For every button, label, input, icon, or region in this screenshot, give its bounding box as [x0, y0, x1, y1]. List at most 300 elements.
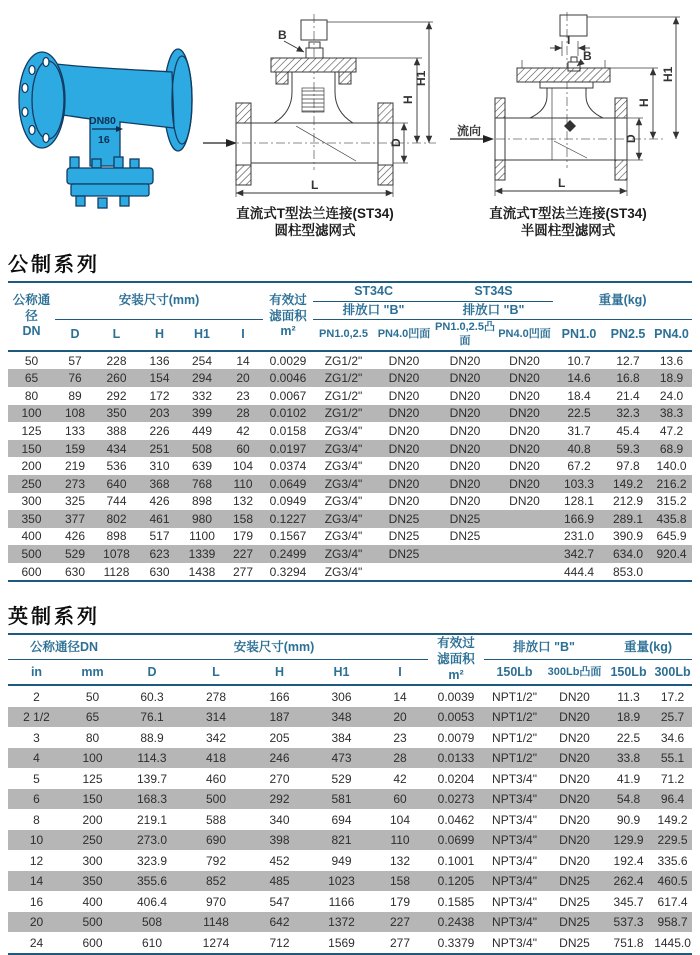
table-row	[8, 850, 692, 871]
table-cell: 20	[29, 915, 44, 930]
table-cell: DN20	[388, 406, 420, 421]
table-cell: 200	[82, 812, 103, 827]
table-cell: 203	[149, 406, 170, 421]
table-cell: 949	[331, 853, 352, 868]
col-header-weight: 重量(kg)	[604, 634, 692, 659]
table-cell: 172	[149, 388, 170, 403]
table-cell: 435.8	[656, 511, 687, 526]
table-cell	[496, 563, 553, 582]
table-cell: 110	[390, 833, 410, 848]
table-cell: 4	[33, 751, 40, 766]
table-cell: 205	[269, 730, 290, 745]
table-cell: 802	[106, 511, 127, 526]
table-cell: 289.1	[613, 511, 644, 526]
col-header-area: 有效过 滤面积 m²	[269, 292, 307, 339]
table-cell: 314	[205, 710, 227, 725]
table-cell: 1078	[103, 547, 130, 562]
table-cell: DN25	[559, 915, 590, 930]
table-cell: ZG3/4"	[324, 441, 363, 456]
dim-label-h: H	[401, 95, 415, 104]
table-cell: 90.9	[616, 812, 641, 827]
table-cell: 179	[389, 894, 411, 909]
table-cell: DN20	[388, 371, 420, 386]
table-cell: ZG3/4"	[324, 423, 363, 438]
table-cell: 536	[106, 459, 127, 474]
table-cell: NPT3/4"	[492, 792, 537, 807]
table-cell: 278	[205, 689, 227, 704]
table-cell: 31.7	[567, 423, 591, 438]
table-cell: 0.2438	[437, 915, 475, 930]
table-row	[8, 475, 692, 493]
table-cell: 154	[149, 371, 170, 386]
col-header-install: 安装尺寸(mm)	[55, 282, 263, 320]
table-cell: 368	[149, 476, 170, 491]
table-cell: 14.6	[567, 371, 591, 386]
col-header-area: 有效过 滤面积 m²	[437, 636, 475, 682]
table-cell: ZG3/4"	[324, 511, 363, 526]
table-cell: 231.0	[564, 529, 595, 544]
table-cell: 342.7	[564, 547, 595, 562]
table-row	[8, 440, 692, 458]
table-cell: 42	[236, 423, 250, 438]
table-cell: 0.0462	[437, 812, 475, 827]
table-cell: 16.8	[616, 371, 640, 386]
col-header-i: I	[241, 327, 245, 342]
table-cell: 149.2	[613, 476, 644, 491]
table-cell: 18.9	[659, 371, 684, 386]
table-row	[8, 528, 692, 546]
table-cell: 97.8	[616, 459, 640, 474]
table-cell: 0.0949	[269, 494, 307, 509]
table-row	[8, 685, 692, 707]
imperial-table-body	[8, 685, 692, 954]
table-cell: 508	[191, 441, 213, 456]
col-header-weight: 重量(kg)	[553, 282, 692, 320]
table-cell: 55.1	[660, 751, 685, 766]
table-cell: 377	[64, 511, 86, 526]
table-cell: ZG3/4"	[324, 459, 363, 474]
table-cell: NPT1/2"	[492, 730, 537, 745]
table-cell: 24.0	[659, 388, 684, 403]
table-cell: 104	[389, 812, 411, 827]
table-row	[8, 871, 692, 892]
table-cell: 227	[389, 915, 411, 930]
table-cell: 0.1585	[437, 894, 475, 909]
table-cell: 0.0046	[269, 371, 307, 386]
table-cell: DN20	[509, 371, 540, 386]
table-cell: NPT3/4"	[492, 812, 537, 827]
dim-label-l: L	[311, 178, 319, 192]
col-header-d: D	[147, 664, 157, 679]
table-cell: 294	[191, 371, 213, 386]
table-cell: DN20	[509, 406, 540, 421]
table-cell: 0.0273	[437, 792, 475, 807]
table-cell: 473	[331, 751, 352, 766]
table-cell: 600	[82, 935, 103, 950]
table-cell: 60	[236, 441, 250, 456]
table-cell: DN25	[559, 894, 590, 909]
col-header-300lb-weight: 300Lb	[654, 664, 691, 679]
table-cell: DN25	[449, 511, 481, 526]
table-cell: 645.9	[656, 529, 687, 544]
table-cell: 517	[149, 529, 170, 544]
table-cell: 485	[269, 874, 290, 889]
table-cell: 821	[331, 833, 352, 848]
table-cell: 0.0374	[269, 459, 307, 474]
table-cell	[434, 545, 496, 563]
table-cell: 14	[236, 353, 250, 368]
table-cell: 0.0029	[269, 353, 307, 368]
table-cell: 0.0079	[437, 730, 475, 745]
table-cell: 65	[24, 371, 39, 386]
table-cell: DN20	[449, 406, 481, 421]
metric-table-header	[8, 282, 692, 351]
table-cell: 547	[269, 894, 290, 909]
table-row	[8, 563, 692, 582]
table-cell: 12.7	[616, 353, 640, 368]
table-cell: 166.9	[564, 511, 595, 526]
table-cell: DN20	[509, 423, 540, 438]
col-header-pn40-concave: PN4.0凹面	[377, 328, 431, 341]
table-cell: 348	[331, 710, 352, 725]
table-cell: DN25	[388, 547, 420, 562]
table-cell: 200	[21, 459, 42, 474]
table-cell: 168.3	[136, 792, 168, 807]
table-cell: 28	[236, 406, 250, 421]
table-cell: 444.4	[564, 564, 595, 579]
table-cell: 0.0133	[437, 751, 475, 766]
col-header-150lb-weight: 150Lb	[610, 664, 647, 679]
table-cell: 342	[205, 730, 227, 745]
table-cell: 310	[149, 459, 170, 474]
table-cell: 125	[82, 771, 103, 786]
table-cell: 434	[106, 441, 127, 456]
table-cell: 11.3	[617, 689, 640, 704]
table-cell: 712	[269, 935, 290, 950]
col-header-h1: H1	[194, 327, 210, 342]
table-cell: 13.6	[659, 353, 684, 368]
table-cell: 139.7	[136, 771, 168, 786]
col-header-install: 安装尺寸(mm)	[120, 634, 428, 659]
col-header-st34s: ST34S	[434, 282, 553, 301]
table-cell: 340	[269, 812, 290, 827]
table-cell: NPT3/4"	[492, 915, 537, 930]
table-cell: 6	[33, 792, 40, 807]
table-cell: 21.4	[616, 388, 640, 403]
table-cell: 958.7	[657, 915, 688, 930]
table-cell: 132	[232, 494, 254, 509]
table-cell: DN20	[509, 441, 540, 456]
table-cell: 350	[82, 874, 103, 889]
col-header-h: H	[154, 327, 165, 342]
table-row	[8, 387, 692, 405]
table-cell: 630	[64, 564, 86, 579]
table-cell: 227	[232, 547, 254, 562]
table-cell: 5	[33, 771, 40, 786]
table-cell: 1128	[103, 564, 130, 579]
table-cell: DN25	[388, 529, 420, 544]
table-cell: 50	[24, 353, 39, 368]
table-cell: 426	[149, 494, 170, 509]
table-cell: 47.2	[659, 423, 684, 438]
table-cell: 0.0197	[269, 441, 307, 456]
table-cell: 617.4	[657, 894, 688, 909]
dim-label-h1: H1	[661, 66, 675, 82]
table-row	[8, 891, 692, 912]
table-cell: 388	[106, 423, 127, 438]
table-cell: 277	[389, 935, 411, 950]
table-cell: 219.1	[136, 812, 168, 827]
table-cell: 158	[389, 874, 411, 889]
table-cell: 33.8	[616, 751, 641, 766]
table-cell: 0.0649	[269, 476, 307, 491]
table-cell: 600	[21, 564, 42, 579]
col-header-d: D	[70, 327, 80, 342]
table-cell: 20	[393, 710, 407, 725]
col-header-pn40: PN4.0	[654, 327, 689, 342]
dim-label-b: B	[278, 28, 287, 42]
caption-line2: 圆柱型滤网式	[274, 223, 356, 238]
table-cell: 1438	[188, 564, 216, 579]
table-row	[8, 545, 692, 563]
product-illustration	[6, 18, 221, 233]
table-cell: 166	[269, 689, 290, 704]
table-cell: 418	[205, 751, 227, 766]
table-cell: 192.4	[613, 853, 644, 868]
table-cell: 129.9	[613, 833, 644, 848]
table-cell: 17.2	[660, 689, 685, 704]
table-cell: NPT3/4"	[492, 894, 537, 909]
table-cell: 406.4	[136, 894, 168, 909]
table-cell: DN25	[449, 529, 481, 544]
table-cell: 1339	[188, 547, 216, 562]
table-cell: 59.3	[616, 441, 640, 456]
table-cell: 0.2499	[269, 547, 307, 562]
table-row	[8, 493, 692, 511]
product-bonnet-plate2	[71, 184, 149, 196]
table-cell: 100	[82, 751, 103, 766]
dim-label-d: D	[389, 138, 403, 147]
table-cell: DN20	[509, 459, 540, 474]
table-cell	[496, 545, 553, 563]
table-row	[8, 351, 692, 370]
table-cell: 76.1	[140, 710, 164, 725]
table-cell: 103.3	[564, 476, 595, 491]
table-row	[8, 748, 692, 769]
metric-table-body	[8, 351, 692, 582]
table-cell: 1274	[202, 935, 230, 950]
table-cell: DN20	[449, 441, 481, 456]
table-cell: 0.0102	[269, 406, 307, 421]
table-cell: 65	[85, 710, 100, 725]
table-cell: 1166	[328, 894, 355, 909]
table-cell: 273.0	[136, 833, 168, 848]
table-cell: NPT1/2"	[492, 710, 537, 725]
table-cell: 581	[331, 792, 352, 807]
flow-direction-label: 流向	[457, 124, 482, 138]
table-cell: DN20	[449, 476, 481, 491]
table-cell: 350	[106, 406, 127, 421]
table-cell: 399	[191, 406, 213, 421]
product-left-flange	[19, 52, 65, 148]
table-cell: 460	[205, 771, 227, 786]
table-cell: 452	[269, 853, 290, 868]
table-cell: 623	[149, 547, 170, 562]
table-cell: 246	[269, 751, 290, 766]
table-cell	[496, 510, 553, 528]
table-cell: DN20	[559, 771, 590, 786]
dim-label-h: H	[637, 98, 651, 107]
table-cell: 768	[191, 476, 213, 491]
table-cell: ZG3/4"	[324, 494, 363, 509]
table-cell: 345.7	[613, 894, 644, 909]
table-cell: 508	[141, 915, 163, 930]
table-cell: 529	[64, 547, 86, 562]
table-cell: 100	[21, 406, 42, 421]
table-cell: 390.9	[613, 529, 644, 544]
table-cell: 132	[389, 853, 411, 868]
table-cell: ZG1/2"	[324, 353, 363, 368]
table-cell: 136	[149, 353, 170, 368]
table-cell: 128.1	[564, 494, 595, 509]
table-cell: 179	[232, 529, 254, 544]
table-cell: 3	[33, 730, 40, 745]
col-header-i: I	[398, 664, 402, 679]
table-row	[8, 457, 692, 475]
table-cell: 187	[269, 710, 290, 725]
dim-label-i: I	[567, 33, 571, 47]
table-cell: 744	[106, 494, 127, 509]
table-cell: 500	[82, 915, 103, 930]
table-cell: 42	[393, 771, 407, 786]
col-header-in: in	[30, 664, 43, 679]
table-cell: 630	[149, 564, 170, 579]
table-cell: ZG1/2"	[324, 371, 363, 386]
table-cell: 1148	[203, 915, 229, 930]
table-cell: 23	[236, 388, 250, 403]
table-cell: 335.6	[657, 853, 688, 868]
table-cell: DN25	[559, 874, 590, 889]
table-cell: 57	[68, 353, 82, 368]
table-cell: DN20	[559, 689, 590, 704]
table-cell: 133	[64, 423, 86, 438]
table-cell: 325	[64, 494, 86, 509]
table-row	[8, 809, 692, 830]
table-cell: 0.1227	[269, 511, 307, 526]
table-cell: 251	[149, 441, 170, 456]
table-cell: 32.3	[616, 406, 640, 421]
table-cell: 216.2	[656, 476, 687, 491]
table-cell: 23	[393, 730, 407, 745]
table-cell: 300	[82, 853, 103, 868]
table-cell: 0.0053	[437, 710, 475, 725]
table-cell: 529	[331, 771, 352, 786]
table-cell: 537.3	[613, 915, 644, 930]
table-cell: 10	[29, 833, 44, 848]
imperial-series-title: 英制系列	[8, 606, 100, 629]
table-cell: DN20	[449, 371, 481, 386]
col-header-mm: mm	[81, 664, 104, 679]
table-cell: 350	[21, 511, 42, 526]
table-cell: 1023	[328, 874, 355, 889]
table-cell: 229.5	[657, 833, 688, 848]
table-cell: 16	[29, 894, 44, 909]
table-cell: NPT3/4"	[492, 935, 537, 950]
table-cell: 150	[21, 441, 42, 456]
caption-line1: 直流式T型法兰连接(ST34)	[236, 206, 394, 221]
col-header-st34c: ST34C	[313, 282, 434, 301]
table-cell: 159	[64, 441, 86, 456]
table-cell: DN20	[388, 459, 420, 474]
table-cell: 853.0	[613, 564, 644, 579]
col-header-pn40-concave-2: PN4.0凹面	[498, 328, 551, 341]
table-cell: 690	[205, 833, 227, 848]
table-cell: 212.9	[613, 494, 644, 509]
table-cell: 277	[232, 564, 254, 579]
table-cell: DN20	[449, 459, 481, 474]
col-header-drain-st34c: 排放口 "B"	[313, 301, 434, 320]
table-row	[8, 932, 692, 954]
dim-label-h1: H1	[414, 70, 428, 86]
table-cell: 22.5	[616, 730, 641, 745]
col-header-h1: H1	[333, 664, 350, 679]
table-cell: DN20	[559, 792, 590, 807]
table-cell: 500	[21, 547, 42, 562]
table-cell: DN20	[559, 710, 590, 725]
table-row	[8, 768, 692, 789]
table-cell: ZG3/4"	[324, 564, 363, 579]
table-cell: 1445.0	[654, 935, 691, 950]
table-cell: 426	[64, 529, 86, 544]
table-cell: DN20	[388, 441, 420, 456]
table-cell: 1100	[189, 529, 215, 544]
imperial-table	[8, 633, 692, 954]
table-cell: 260	[106, 371, 127, 386]
table-cell: 751.8	[613, 935, 644, 950]
table-cell: 610	[141, 935, 163, 950]
table-cell: 306	[331, 689, 352, 704]
table-cell: 41.9	[616, 771, 641, 786]
table-cell: 228	[106, 353, 127, 368]
table-cell: 292	[269, 792, 290, 807]
table-cell: 71.2	[660, 771, 685, 786]
table-cell: 108	[64, 406, 86, 421]
table-cell: DN20	[559, 853, 590, 868]
table-cell: 461	[149, 511, 170, 526]
table-row	[8, 510, 692, 528]
table-cell: DN20	[388, 353, 420, 368]
table-cell: DN20	[388, 476, 420, 491]
table-cell: 80	[24, 388, 39, 403]
table-cell: 0.1205	[437, 874, 475, 889]
table-cell: DN20	[388, 494, 420, 509]
table-cell: 20	[236, 371, 250, 386]
table-cell: NPT3/4"	[492, 833, 537, 848]
table-cell: 226	[149, 423, 170, 438]
caption-line2: 半圆柱型滤网式	[520, 223, 616, 238]
table-cell: 60.3	[140, 689, 164, 704]
dim-label-b: B	[583, 49, 592, 63]
table-cell: 50	[85, 689, 100, 704]
table-cell: 852	[205, 874, 227, 889]
table-cell: 12	[29, 853, 44, 868]
col-header-l: L	[112, 327, 121, 342]
table-cell: 18.4	[567, 388, 591, 403]
table-cell: 54.8	[616, 792, 641, 807]
table-cell: 8	[33, 812, 40, 827]
table-cell: 22.5	[567, 406, 591, 421]
table-cell: 80	[85, 730, 100, 745]
